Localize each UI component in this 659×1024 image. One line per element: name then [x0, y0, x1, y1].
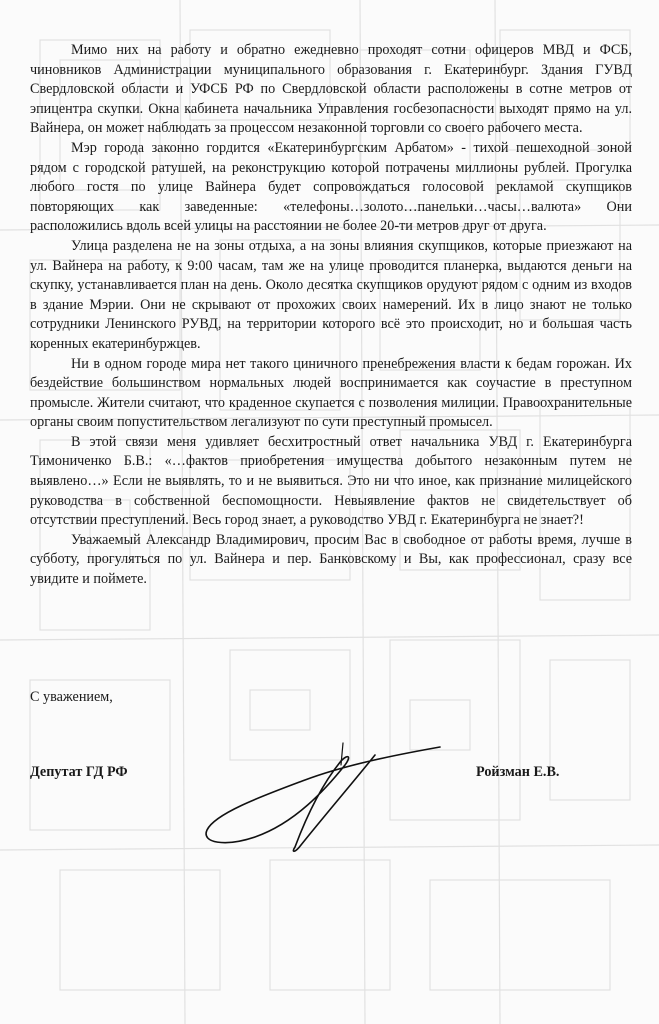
- closing-phrase: С уважением,: [30, 689, 113, 705]
- paragraph-4: Ни в одном городе мира нет такого циничного пренебрежения власти к бедам горожан. Их бездействие большинством нормальных людей воспринимается как соучастие в преступном промысле. Жители считают, что краденное скупается с позволения милиции. Правоохранительные органы своим попустительством легализуют по сути преступный промысел.: [30, 355, 632, 431]
- paragraph-5: В этой связи меня удивляет бесхитростный ответ начальника УВД г. Екатеринбурга Тимониченко Б.В.: «…фактов приобретения имущества добытого незаконным путем не выявлено…» Если не выявлять, то и не выявиться. Это ни что иное, как признание милицейского руководства в собственной беспомощности. Невыявление фактов не свидетельствует об отсутствии преступлений. Весь город знает, а руководство УВД г. Екатеринбурга не знает?!: [30, 433, 632, 529]
- paragraph-3: Улица разделена не на зоны отдыха, а на зоны влияния скупщиков, которые приезжают на ул. Вайнера на работу, к 9:00 часам, там же на улице проводится планерка, выдаются деньги на скупку, устанавливается план на день. Около десятка скупщиков орудуют рядом с одним из входов в здание Мэрии. Они не скрывают от прохожих своих намерений. Их в лицо знают не только сотрудники Ленинского РУВД, на территории которого всё это происходит, но и большая часть коренных екатеринбуржцев.: [30, 237, 632, 352]
- paragraph-6: Уважаемый Александр Владимирович, просим Вас в свободное от работы время, лучше в субботу, прогуляться по ул. Вайнера и пер. Банковскому и Вы, как профессионал, сразу все увидите и поймете.: [30, 531, 632, 588]
- signer-title: Депутат ГД РФ: [30, 764, 128, 780]
- paragraph-1: Мимо них на работу и обратно ежедневно проходят сотни офицеров МВД и ФСБ, чиновников Администрации муниципального образования г. Екатеринбург. Здания ГУВД Свердловской области и УФСБ РФ по Свердловской области расположены в сотне метров от эпицентра скупки. Окна кабинета начальника Управления госбезопасности выходят прямо на ул. Вайнера, он может наблюдать за процессом незаконной торговли со своего рабочего места.: [30, 42, 632, 137]
- letter-body: [30, 41, 632, 590]
- handwritten-signature: [195, 735, 455, 860]
- signer-name: Ройзман Е.В.: [476, 764, 560, 780]
- paragraph-2: Мэр города законно гордится «Екатеринбургским Арбатом» - тихой пешеходной зоной рядом с городской ратушей, на реконструкцию которой потрачены миллионы рублей. Прогулка любого гостя по улице Вайнера будет сопровождаться голосовой рекламой скупщиков повторяющих как заведенные: «телефоны…золото…панельки…часы…валюта» Они расположились вдоль всей улицы на расстоянии не более 20-ти метров друг от друга.: [30, 139, 632, 235]
